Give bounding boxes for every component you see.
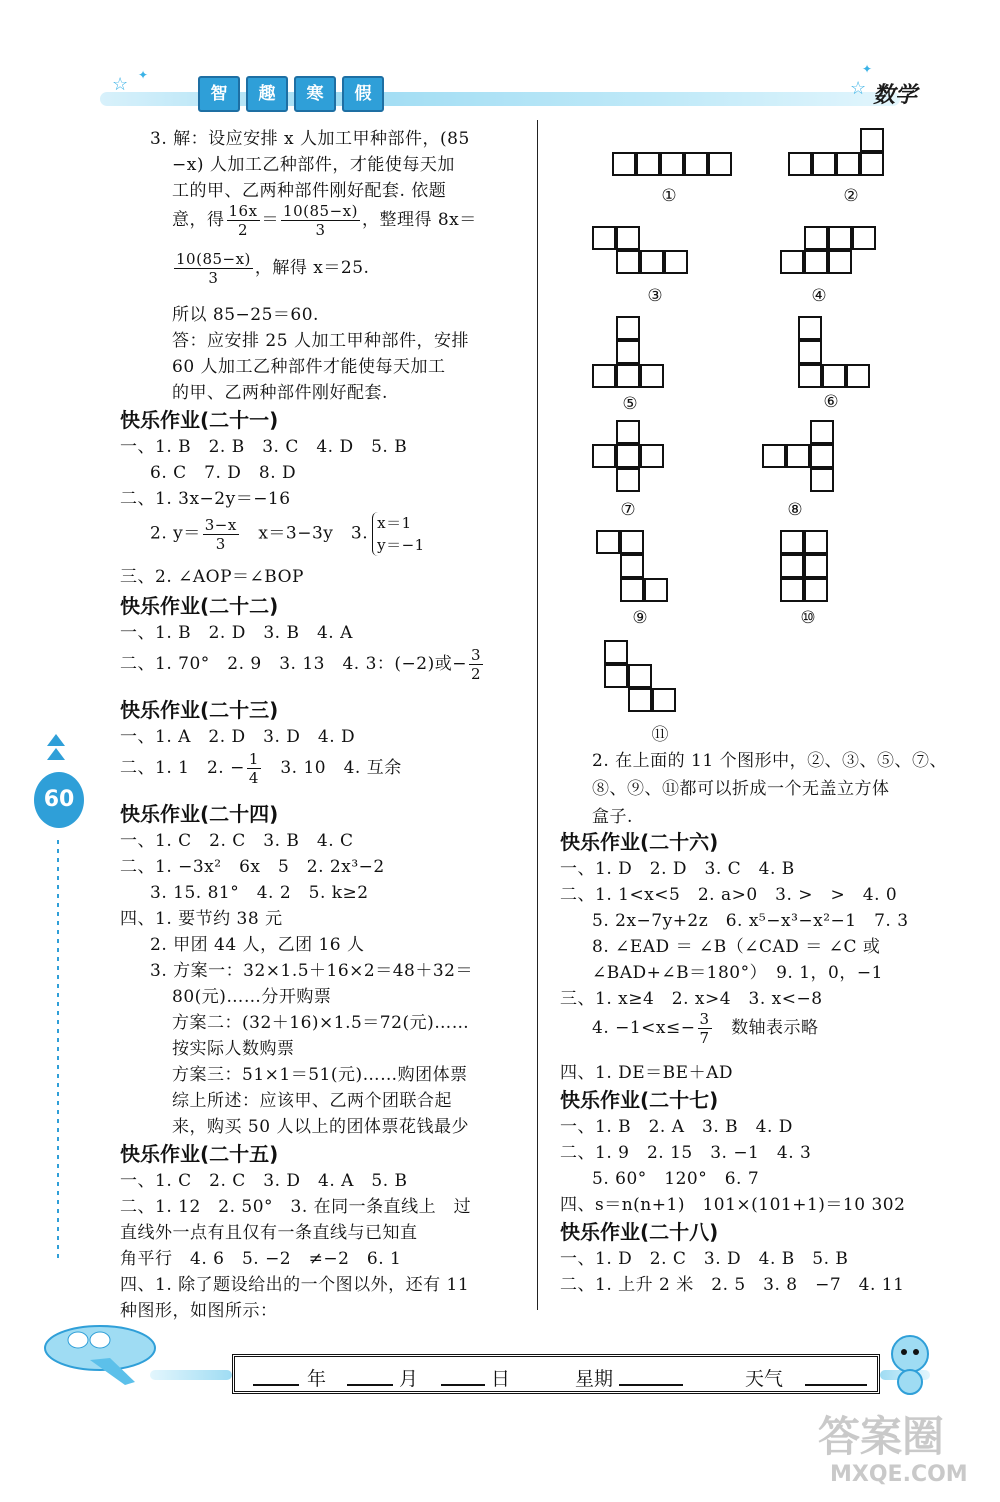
header-word: 智 xyxy=(198,76,240,112)
numerator: 1 xyxy=(248,750,259,768)
figure-label: ④ xyxy=(811,286,827,306)
cube-net-square xyxy=(616,316,640,340)
figure-label: ⑦ xyxy=(620,500,636,520)
equals-sign: ＝ xyxy=(261,210,280,230)
subject-label: 数学 xyxy=(873,82,918,108)
answer-line: 一、1. C 2. C 3. B 4. C xyxy=(120,831,354,851)
cube-net-square xyxy=(616,420,640,444)
cube-net-square xyxy=(780,554,804,578)
equation-line xyxy=(120,750,402,787)
cube-net-square xyxy=(798,340,822,364)
weather-label: 天气 xyxy=(745,1368,784,1390)
fraction xyxy=(469,646,483,683)
answer-line: 所以 85−25＝60. xyxy=(172,305,319,325)
cube-net-square xyxy=(620,578,644,602)
section-title: 快乐作业(二十四) xyxy=(120,802,279,826)
answer-line: 答：应安排 25 人加工甲种部件，安排 xyxy=(172,331,469,351)
airplane-illustration xyxy=(30,1300,160,1390)
cube-net-square xyxy=(780,530,804,554)
answer-line: 2. 甲团 44 人，乙团 16 人 xyxy=(150,935,365,955)
cube-net-square xyxy=(860,128,884,152)
cube-net-square xyxy=(836,152,860,176)
star-icon: ☆ xyxy=(850,78,867,99)
section-title: 快乐作业(二十五) xyxy=(120,1142,279,1166)
weekday-label: 星期 xyxy=(575,1368,614,1390)
answer-line: 四、1. 要节约 38 元 xyxy=(120,909,283,929)
fraction xyxy=(281,202,360,239)
monkey-head xyxy=(892,1336,928,1372)
denominator: 3 xyxy=(208,269,219,287)
year-label: 年 xyxy=(307,1368,327,1390)
answer-line: 按实际人数购票 xyxy=(172,1039,295,1059)
day-label: 日 xyxy=(491,1368,511,1390)
cube-net-square xyxy=(828,250,852,274)
figure-label: ⑧ xyxy=(787,500,803,520)
cube-net-square xyxy=(596,530,620,554)
answer-line: ⑧、⑨、⑪都可以折成一个无盖立方体 xyxy=(592,779,890,799)
answer-line: 的甲、乙两种部件刚好配套. xyxy=(172,383,388,403)
cube-net-square xyxy=(812,152,836,176)
figure-label: ⑩ xyxy=(800,608,816,628)
numerator: 10(85−x) xyxy=(176,250,251,268)
weather-blank[interactable] xyxy=(805,1384,867,1386)
denominator: 3 xyxy=(315,221,326,239)
answer-line: 一、1. A 2. D 3. D 4. D xyxy=(120,727,356,747)
cube-net-square xyxy=(810,444,834,468)
section-title: 快乐作业(二十六) xyxy=(560,830,719,854)
figure-label: ③ xyxy=(647,286,663,306)
equation-line xyxy=(592,1010,819,1047)
equation-line xyxy=(172,202,477,239)
cube-net-square xyxy=(616,226,640,250)
denominator: 3 xyxy=(215,534,226,553)
star-icon: ✦ xyxy=(862,62,873,76)
fraction xyxy=(174,250,253,287)
cube-net-square xyxy=(616,364,640,388)
figure-label: ① xyxy=(661,186,677,206)
cube-net-square xyxy=(804,578,828,602)
answer-text: 2. y＝ xyxy=(150,523,201,544)
cube-net-square xyxy=(620,554,644,578)
cube-net-square xyxy=(810,420,834,444)
answer-line: 直线外一点有且仅有一条直线与已知直 xyxy=(120,1223,418,1243)
answer-line: 80(元)……分开购票 xyxy=(172,987,332,1007)
answer-text: 二、1. 70° 2. 9 3. 13 4. 3：(−2)或− xyxy=(120,654,467,674)
month-blank[interactable] xyxy=(347,1384,393,1386)
numerator: 16x xyxy=(228,202,258,220)
dotted-margin-line xyxy=(57,840,59,1260)
figure-label: ⑪ xyxy=(651,725,669,745)
watermark-text: 答案圈 xyxy=(818,1412,945,1461)
cube-net-square xyxy=(628,664,652,688)
answer-line: 二、1. 1<x<5 2. a>0 3. > > 4. 0 xyxy=(560,885,898,905)
answer-line: 综上所述：应该甲、乙两个团联合起 xyxy=(172,1091,452,1111)
header-word: 寒 xyxy=(294,76,336,112)
answer-line: 方案二：(32＋16)×1.5＝72(元)…… xyxy=(172,1013,470,1033)
cube-net-square xyxy=(628,688,652,712)
monkey-eye xyxy=(913,1349,919,1355)
answer-line: 一、1. D 2. D 3. C 4. B xyxy=(560,859,795,879)
date-weather-box xyxy=(232,1354,880,1394)
answer-text: 3. 10 4. 互余 xyxy=(280,758,402,778)
answer-line: 来，购买 50 人以上的团体票花钱最少 xyxy=(172,1117,469,1137)
answer-line: 6. C 7. D 8. D xyxy=(150,463,297,483)
figure-label: ⑥ xyxy=(823,392,839,412)
equation-line xyxy=(150,512,425,556)
denominator: 4 xyxy=(248,769,259,787)
fraction xyxy=(203,516,239,553)
answer-line: 3. 方案一：32×1.5＋16×2＝48＋32＝ xyxy=(150,961,473,981)
header-word: 趣 xyxy=(246,76,288,112)
answer-line: 三、1. x≥4 2. x>4 3. x<−8 xyxy=(560,989,823,1009)
answer-line: 一、1. B 2. A 3. B 4. D xyxy=(560,1117,793,1137)
cube-net-square xyxy=(616,250,640,274)
monkey-body xyxy=(898,1370,922,1394)
answer-line: 方案三：51×1＝51(元)……购团体票 xyxy=(172,1065,468,1085)
cube-net-square xyxy=(616,468,640,492)
cube-net-square xyxy=(804,554,828,578)
answer-line: 二、1. −3x² 6x 5 2. 2x³−2 xyxy=(120,857,385,877)
answer-line: 二、1. 上升 2 米 2. 5 3. 8 −7 4. 11 xyxy=(560,1275,905,1295)
header-word: 假 xyxy=(342,76,384,112)
cube-net-square xyxy=(612,152,636,176)
answer-line: 二、1. 3x−2y＝−16 xyxy=(120,489,291,509)
numerator: 3 xyxy=(470,646,482,664)
cube-net-square xyxy=(860,152,884,176)
cube-net-square xyxy=(652,688,676,712)
cube-net-square xyxy=(660,152,684,176)
answer-line: 盒子. xyxy=(592,807,633,827)
cube-net-square xyxy=(846,364,870,388)
answer-text: 意，得 xyxy=(172,210,225,230)
day-blank[interactable] xyxy=(441,1384,485,1386)
airplane-eye xyxy=(68,1332,88,1348)
answer-text: x＝3−3y 3. xyxy=(258,523,369,544)
answer-line: 种图形，如图所示： xyxy=(120,1301,278,1321)
star-icon: ☆ xyxy=(112,74,129,95)
answer-line: 2. 在上面的 11 个图形中，②、③、⑤、⑦、 xyxy=(592,751,948,771)
cube-net-square xyxy=(616,340,640,364)
answer-text: 二、1. 1 2. − xyxy=(120,758,245,778)
airplane-eye xyxy=(90,1332,110,1348)
answer-line: 四、1. 除了题设给出的一个图以外，还有 11 xyxy=(120,1275,470,1295)
system-eq: y＝−1 xyxy=(377,536,425,554)
monkey-eye xyxy=(901,1349,907,1355)
cube-net-square xyxy=(762,444,786,468)
cube-net-square xyxy=(798,364,822,388)
answer-line: 二、1. 9 2. 15 3. −1 4. 3 xyxy=(560,1143,812,1163)
cube-net-square xyxy=(592,364,616,388)
answer-text: ，整理得 8x＝ xyxy=(361,210,477,230)
answer-line: 3. 解：设应安排 x 人加工甲种部件，(85 xyxy=(150,129,470,149)
section-title: 快乐作业(二十三) xyxy=(120,698,279,722)
fraction xyxy=(247,750,261,787)
cube-net-square xyxy=(804,530,828,554)
cube-net-square xyxy=(604,664,628,688)
numerator: 3−x xyxy=(204,515,237,534)
cube-net-square xyxy=(616,444,640,468)
arrow-up-icon xyxy=(47,748,65,760)
cube-net-square xyxy=(804,226,828,250)
figure-label: ⑤ xyxy=(622,394,638,414)
answer-line: ∠BAD+∠B＝180°） 9. 1，0，−1 xyxy=(592,963,883,983)
fraction xyxy=(227,202,260,239)
cube-net-square xyxy=(798,316,822,340)
answer-line: 四、1. DE＝BE＋AD xyxy=(560,1063,733,1083)
answer-line: 一、1. D 2. C 3. D 4. B 5. B xyxy=(560,1249,849,1269)
answer-line: 3. 15. 81° 4. 2 5. k≥2 xyxy=(150,883,369,903)
star-icon: ✦ xyxy=(138,68,149,82)
answer-line: 5. 60° 120° 6. 7 xyxy=(592,1169,760,1189)
cube-net-square xyxy=(822,364,846,388)
cube-net-square xyxy=(786,444,810,468)
cube-net-square xyxy=(684,152,708,176)
equation-line xyxy=(120,646,485,683)
page-number: 60 xyxy=(34,772,84,828)
answer-line: 四、s＝n(n+1) 101×(101+1)＝10 302 xyxy=(560,1195,906,1215)
cube-net-square xyxy=(780,250,804,274)
answer-line: 一、1. C 2. C 3. D 4. A 5. B xyxy=(120,1171,408,1191)
cube-net-square xyxy=(640,364,664,388)
answer-line: 角平行 4. 6 5. −2 ≠−2 6. 1 xyxy=(120,1249,402,1269)
weekday-blank[interactable] xyxy=(619,1384,683,1386)
cube-net-square xyxy=(780,578,804,602)
cube-net-square xyxy=(708,152,732,176)
answer-line: −x) 人加工乙种部件，才能使每天加 xyxy=(172,155,455,175)
equation-line xyxy=(172,250,369,287)
section-title: 快乐作业(二十一) xyxy=(120,408,279,432)
answer-line: 60 人加工乙种部件才能使每天加工 xyxy=(172,357,446,377)
section-title: 快乐作业(二十八) xyxy=(560,1220,719,1244)
cube-net-square xyxy=(852,226,876,250)
cube-net-square xyxy=(810,468,834,492)
denominator: 7 xyxy=(699,1029,710,1047)
denominator: 2 xyxy=(238,221,249,239)
section-title: 快乐作业(二十二) xyxy=(120,594,279,618)
cube-net-square xyxy=(644,578,668,602)
answer-line: 一、1. B 2. D 3. B 4. A xyxy=(120,623,353,643)
equation-system xyxy=(372,512,425,556)
answer-line: 工的甲、乙两种部件刚好配套. 依题 xyxy=(172,181,447,201)
answer-text: ，解得 x＝25. xyxy=(254,258,370,278)
footer-ribbon xyxy=(150,1370,232,1380)
column-divider xyxy=(537,120,538,1310)
numerator: 3 xyxy=(699,1010,710,1028)
month-label: 月 xyxy=(399,1368,419,1390)
answer-line: 5. 2x−7y+2z 6. x⁵−x³−x²−1 7. 3 xyxy=(592,911,909,931)
cube-net-square xyxy=(664,250,688,274)
answer-line: 三、2. ∠AOP＝∠BOP xyxy=(120,567,304,587)
fraction xyxy=(698,1010,712,1047)
answer-line: 一、1. B 2. B 3. C 4. D 5. B xyxy=(120,437,408,457)
cube-net-square xyxy=(640,444,664,468)
cube-net-square xyxy=(592,226,616,250)
cube-net-square xyxy=(788,152,812,176)
answer-line: 8. ∠EAD ＝ ∠B（∠CAD ＝ ∠C 或 xyxy=(592,937,881,957)
cube-net-square xyxy=(828,226,852,250)
answer-text: 数轴表示略 xyxy=(731,1018,819,1038)
answer-line: 二、1. 12 2. 50° 3. 在同一条直线上 过 xyxy=(120,1197,472,1217)
arrow-up-icon xyxy=(47,734,65,746)
year-blank[interactable] xyxy=(253,1384,299,1386)
cube-net-square xyxy=(592,444,616,468)
monkey-illustration xyxy=(880,1330,940,1396)
figure-label: ⑨ xyxy=(632,608,648,628)
cube-net-square xyxy=(636,152,660,176)
cube-net-square xyxy=(640,250,664,274)
numerator: 10(85−x) xyxy=(283,202,358,220)
answer-text: 4. −1<x≤− xyxy=(592,1018,696,1038)
cube-net-square xyxy=(804,250,828,274)
section-title: 快乐作业(二十七) xyxy=(560,1088,719,1112)
denominator: 2 xyxy=(470,665,482,683)
cube-net-square xyxy=(604,640,628,664)
watermark-url: MXQE.COM xyxy=(830,1462,968,1487)
figure-label: ② xyxy=(843,186,859,206)
cube-net-square xyxy=(620,530,644,554)
system-eq: x＝1 xyxy=(377,514,412,532)
